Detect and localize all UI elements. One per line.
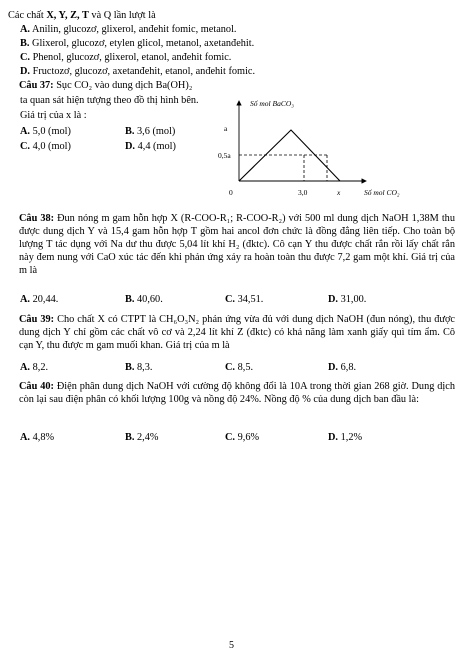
q39-option-b: B. 8,3. (125, 362, 153, 373)
x-tick-0: 0 (229, 188, 233, 197)
q37-line3: Giá trị của x là : (20, 110, 87, 121)
q36-option-c: C. Phenol, glucozơ, glixerol, etanol, anđehit fomic. (20, 52, 232, 63)
q40-option-a: A. 4,8% (20, 432, 55, 443)
q36-stem: Các chất X, Y, Z, T và Q lần lượt là (8, 10, 156, 21)
q39-option-a: A. 8,2. (20, 362, 49, 373)
q36-option-b: B. Glixerol, glucozơ, etylen glicol, metanol, axetanđehit. (20, 38, 255, 49)
q37-line1: Câu 37: Sục CO₂ vào dung dịch Ba(OH)₂ (19, 80, 193, 91)
q36-option-a: A. Anilin, glucozơ, glixerol, anđehit fomic, metanol. (20, 24, 237, 35)
q37-option-a: A. 5,0 (mol) (20, 126, 71, 137)
q38-option-a: A. 20,44. (20, 294, 59, 305)
q40-option-d: D. 1,2% (328, 432, 363, 443)
q37-line2: ta quan sát hiện tượng theo đồ thị hình bên. (20, 95, 199, 106)
q40-option-b: B. 2,4% (125, 432, 159, 443)
x-tick-3-0: 3,0 (298, 188, 308, 197)
y-axis-label: Số mol BaCO₃ (250, 99, 294, 108)
q39-stem: Câu 39: Cho chất X có CTPT là CH₆O₃N₂ phản ứng vừa đủ với dung dịch NaOH (đun nóng), thu được dung dịch Y chỉ gồm các chất vô cơ và 2,24 lít khí Z (đktc) có khả năng làm xanh giấy quì tím ẩm. Cô cạn Y, thu được m gam muối khan. Giá trị của m là (19, 314, 455, 351)
q37-option-c: C. 4,0 (mol) (20, 141, 71, 152)
q40-option-c: C. 9,6% (225, 432, 260, 443)
x-axis-label: Số mol CO₂ (364, 188, 400, 197)
q38-option-b: B. 40,60. (125, 294, 163, 305)
q36-option-d: D. Fructozơ, glucozơ, axetanđehit, etanol, anđehit fomic. (20, 66, 256, 77)
baco3-graph (206, 96, 421, 204)
q38-stem: Câu 38: Đun nóng m gam hỗn hợp X (R-COO-R₁; R-COO-R₂) với 500 ml dung dịch NaOH 1,38M thu được dung dịch Y và 15,4 gam hỗn hợp T gồm hai ancol đơn chức là đồng đẳng liên tiếp. Cho toàn bộ lượng T tác dụng với Na dư thu được 5,04 lít khí H₂ (đktc). Cô cạn Y thu được chất rắn rồi lấy chất rắn này đem nung với CaO xúc tác đến khi phản ứng xảy ra hoàn toàn thu được 7,2 gam một khí. Giá trị của m là (19, 213, 455, 276)
q39-option-d: D. 6,8. (328, 362, 357, 373)
q38-option-c: C. 34,51. (225, 294, 264, 305)
series-line (239, 130, 340, 181)
page-number: 5 (229, 640, 234, 651)
q37-option-d: D. 4,4 (mol) (125, 141, 176, 152)
q38-option-d: D. 31,00. (328, 294, 367, 305)
q37-option-b: B. 3,6 (mol) (125, 126, 176, 137)
x-tick-x: x (337, 188, 341, 197)
q39-option-c: C. 8,5. (225, 362, 254, 373)
y-tick-a: a (224, 124, 228, 133)
y-tick-half-a: 0,5a (218, 151, 231, 160)
q40-stem: Câu 40: Điện phân dung dịch NaOH với cường độ không đổi là 10A trong thời gian 268 giờ. Dung dịch còn lại sau điện phân có khối lượng 100g và nồng độ 24%. Nồng độ % của dung dịch ban đầu là: (19, 381, 455, 405)
